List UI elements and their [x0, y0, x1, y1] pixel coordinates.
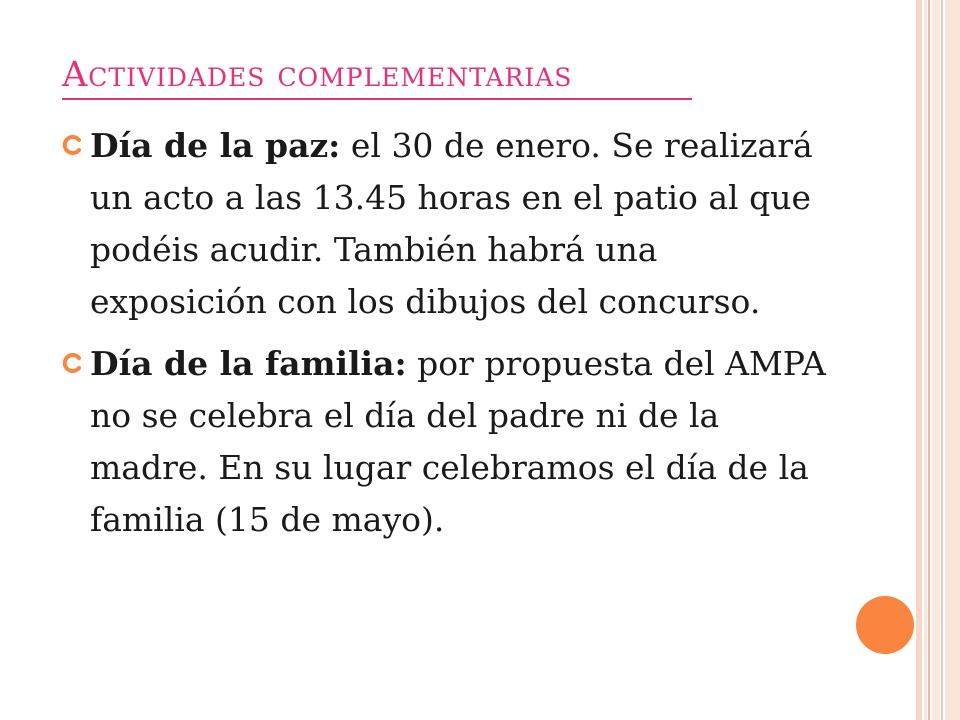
bullet-icon	[62, 134, 84, 156]
slide-title: Actividades complementarias	[62, 55, 573, 95]
bullet-list	[62, 120, 842, 556]
decorative-stripe	[932, 0, 940, 720]
bullet-icon	[62, 352, 84, 374]
bullet-item-dia-de-la-paz	[62, 120, 842, 328]
decorative-stripe	[916, 0, 922, 720]
bullet-item-dia-de-la-familia	[62, 338, 842, 546]
bullet-text: por propuesta del AMPA no se celebra el día del padre ni de la madre. En su lugar celebramos el día de la familia (15 de mayo).	[90, 344, 826, 539]
title-underline	[62, 98, 692, 100]
bullet-heading: Día de la paz:	[90, 126, 341, 165]
decorative-stripe	[941, 0, 943, 720]
decorative-stripe	[924, 0, 927, 720]
decorative-stripe	[928, 0, 930, 720]
decorative-stripe	[945, 0, 960, 720]
bullet-text: el 30 de enero. Se realizará un acto a las 13.45 horas en el patio al que podéis acudir. También habrá una exposición con los dibujos del concurso.	[90, 126, 813, 321]
bullet-heading: Día de la familia:	[90, 344, 407, 383]
decorative-circle	[856, 596, 914, 654]
